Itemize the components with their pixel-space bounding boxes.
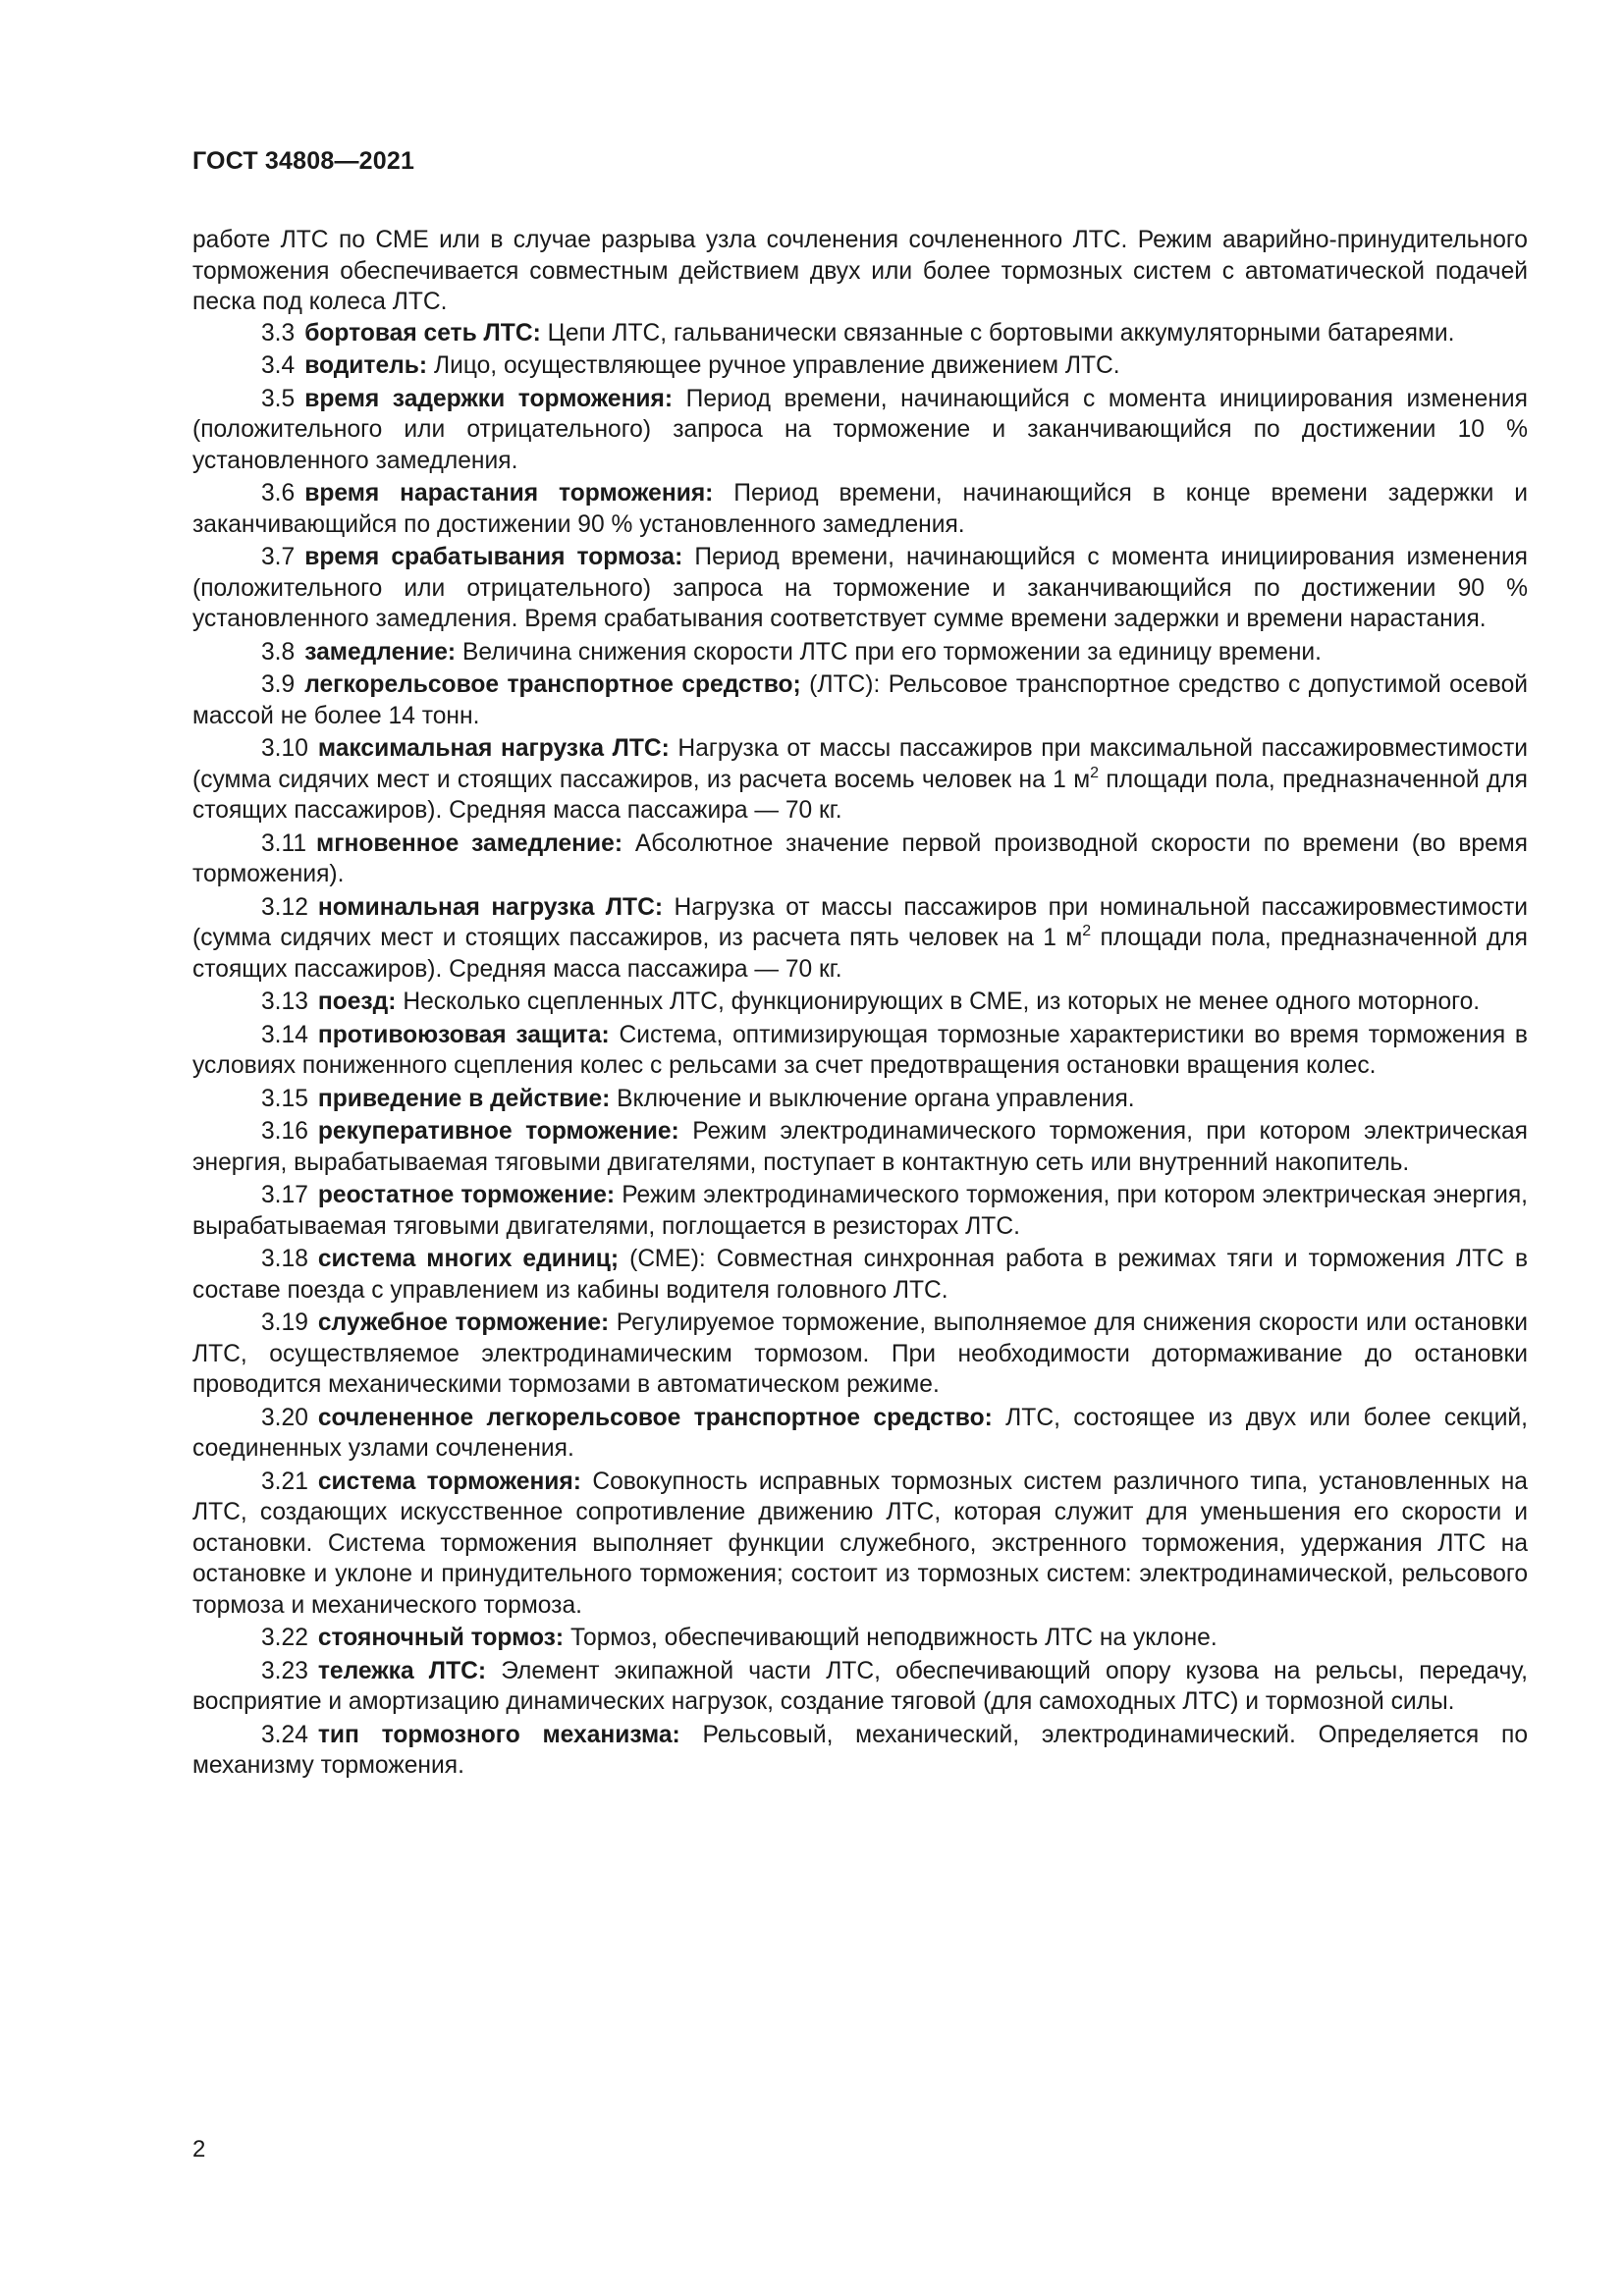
definition-number: 3.15 (261, 1085, 308, 1112)
definition-term: рекуперативное торможение: (317, 1118, 679, 1145)
definition-text: Система, оптимизирующая тормозные характеристики во время торможения в условиях пониженного сцепления колес с рельсами за счет предотвращения остановки вращения колес. (192, 1021, 1528, 1079)
definition-item (192, 1084, 1528, 1115)
definition-number: 3.12 (261, 893, 308, 921)
superscript: 2 (1090, 764, 1100, 781)
definition-item (192, 1467, 1528, 1622)
definition-number: 3.22 (261, 1625, 308, 1651)
document-page (192, 147, 1528, 1782)
definition-text: Период времени, начинающийся с момента инициирования изменения (положительного или отрицательного) запроса на торможение и заканчивающийся по достижении 90 % установленного замедления. Время срабатывания соответствует сумме времени задержки и времени нарастания. (192, 544, 1529, 632)
definition-text: Рельсовый, механический, электродинамический. Определяется по механизму торможения. (192, 1721, 1528, 1779)
definition-item (192, 892, 1528, 986)
definition-term: реостатное торможение: (317, 1182, 616, 1208)
definition-item (192, 637, 1528, 668)
definition-number: 3.13 (261, 988, 308, 1015)
definition-text: Регулируемое торможение, выполняемое для снижения скорости или остановки ЛТС, осуществляемое электродинамическим тормозом. При необходимости дотормаживание до остановки проводится механическими тормозами в автоматическом режиме. (192, 1309, 1528, 1398)
definition-item (192, 1180, 1528, 1242)
definition-term: служебное торможение: (317, 1309, 610, 1336)
definition-number: 3.14 (261, 1021, 308, 1048)
definition-text: Период времени, начинающийся с момента инициирования изменения (положительного или отрицательного) запроса на торможение и заканчивающийся по достижении 10 % установленного замедления. (192, 385, 1528, 474)
definition-term: тип тормозного механизма: (317, 1721, 680, 1748)
definition-text: (СМЕ): Совместная синхронная работа в режимах тяги и торможения ЛТС в составе поезда с управлением из кабины водителя головного ЛТС. (192, 1246, 1529, 1304)
definition-item (192, 1623, 1528, 1654)
definition-item (192, 733, 1528, 827)
definition-text: Режим электродинамического торможения, при котором электрическая энергия, вырабатываемая тяговыми двигателями, поглощается в резисторах ЛТС. (192, 1182, 1528, 1240)
definition-number: 3.23 (261, 1657, 308, 1684)
definition-text: Абсолютное значение первой производной скорости по времени (во время торможения). (192, 829, 1528, 887)
definition-text: Включение и выключение органа управления. (617, 1085, 1135, 1112)
definition-term: замедление: (304, 638, 457, 666)
definition-term: система многих единиц; (317, 1246, 620, 1272)
definition-term: противоюзовая защита: (317, 1021, 610, 1048)
definition-term: время срабатывания тормоза: (304, 544, 683, 570)
definitions-list (192, 318, 1528, 1782)
page-number: 2 (192, 2136, 206, 2163)
definition-text: Совокупность исправных тормозных систем различного типа, установленных на ЛТС, создающих искусственное сопротивление движению ЛТС, которая служит для уменьшения его скорости и остановки. Система торможения выполняет функции служебного, экстренного торможения, удержания ЛТС на остановке и уклоне и принудительного торможения; состоит из тормозных систем: электродинамической, рельсового тормоза и механического тормоза. (192, 1468, 1528, 1619)
definition-item (192, 1403, 1528, 1465)
definition-number: 3.6 (261, 480, 296, 507)
definition-term: максимальная нагрузка ЛТС: (317, 735, 670, 762)
definition-term: номинальная нагрузка ЛТС: (317, 893, 664, 921)
definition-text: Цепи ЛТС, гальванически связанные с бортовыми аккумуляторными батареями. (547, 319, 1455, 347)
definition-term: легкорельсовое транспортное средство; (304, 671, 801, 698)
definition-number: 3.7 (261, 544, 296, 570)
document-body (192, 225, 1528, 1782)
definition-term: бортовая сеть ЛТС: (304, 319, 541, 347)
definition-number: 3.24 (261, 1721, 308, 1748)
definition-text: Лицо, осуществляющее ручное управление движением ЛТС. (433, 352, 1120, 379)
definition-term: приведение в действие: (317, 1085, 611, 1112)
definition-item (192, 1656, 1528, 1718)
definition-number: 3.5 (261, 385, 296, 412)
definition-text: ЛТС, состоящее из двух или более секций, соединенных узлами сочленения. (192, 1404, 1529, 1462)
definition-item (192, 350, 1528, 382)
definition-number: 3.10 (261, 735, 308, 762)
definition-text: Тормоз, обеспечивающий неподвижность ЛТС на уклоне. (569, 1625, 1218, 1651)
standard-designation: ГОСТ 34808—2021 (192, 147, 415, 175)
definition-text-continued: площади пола, предназначенной для стоящих пассажиров). Средняя масса пассажира — 70 кг. (192, 925, 1528, 983)
definition-item (192, 1720, 1528, 1782)
definition-term: время нарастания торможения: (304, 480, 714, 507)
definition-item (192, 987, 1528, 1018)
definition-item (192, 318, 1528, 349)
definition-item (192, 542, 1528, 635)
definition-term: стояночный тормоз: (317, 1625, 565, 1651)
definition-item (192, 1308, 1528, 1401)
definition-item (192, 478, 1528, 540)
definition-text: Режим электродинамического торможения, при котором электрическая энергия, вырабатываемая тяговыми двигателями, поступает в контактную сеть или внутренний накопитель. (192, 1118, 1528, 1176)
definition-text: Несколько сцепленных ЛТС, функционирующих в СМЕ, из которых не менее одного моторного. (403, 988, 1481, 1015)
definition-text: Период времени, начинающийся в конце времени задержки и заканчивающийся по достижении 90 % установленного замедления. (192, 480, 1528, 538)
definition-number: 3.17 (261, 1182, 308, 1208)
definition-text: Нагрузка от массы пассажиров при максимальной пассажировместимости (сумма сидячих мест и стоящих пассажиров, из расчета восемь человек на 1 м (192, 735, 1528, 793)
definition-number: 3.21 (261, 1468, 308, 1495)
definition-term: система торможения: (317, 1468, 581, 1495)
definition-term: время задержки торможения: (304, 385, 674, 412)
definition-item (192, 669, 1528, 731)
definition-item (192, 828, 1528, 890)
definition-text: Нагрузка от массы пассажиров при номинальной пассажировместимости (сумма сидячих мест и стоящих пассажиров, из расчета пять человек на 1 м (192, 893, 1528, 951)
definition-term: тележка ЛТС: (317, 1657, 487, 1684)
definition-item (192, 1116, 1528, 1178)
definition-text: Величина снижения скорости ЛТС при его торможении за единицу времени. (461, 638, 1322, 666)
definition-number: 3.20 (261, 1404, 308, 1431)
intro-paragraph: работе ЛТС по СМЕ или в случае разрыва узла сочленения сочлененного ЛТС. Режим аварийно-принудительного торможения обеспечивается совместным действием двух или более тормозных систем с автоматической подачей песка под колеса ЛТС. (192, 227, 1528, 315)
definition-number: 3.4 (261, 352, 296, 379)
definition-number: 3.19 (261, 1309, 308, 1336)
definition-item (192, 1020, 1528, 1082)
definition-number: 3.9 (261, 671, 296, 698)
superscript: 2 (1082, 923, 1092, 939)
definition-item (192, 384, 1528, 477)
definition-number: 3.18 (261, 1246, 308, 1272)
definition-number: 3.3 (261, 319, 296, 347)
definition-item (192, 1244, 1528, 1306)
definition-term: поезд: (317, 988, 397, 1015)
definition-term: сочлененное легкорельсовое транспортное средство: (317, 1404, 993, 1431)
definition-number: 3.16 (261, 1118, 308, 1145)
definition-number: 3.8 (261, 638, 296, 666)
definition-number: 3.11 (261, 829, 307, 857)
definition-text-continued: площади пола, предназначенной для стоящих пассажиров). Средняя масса пассажира — 70 кг. (192, 766, 1528, 824)
definition-text: Элемент экипажной части ЛТС, обеспечивающий опору кузова на рельсы, передачу, восприятие и амортизацию динамических нагрузок, создание тяговой (для самоходных ЛТС) и тормозной силы. (192, 1657, 1528, 1715)
definition-text: (ЛТС): Рельсовое транспортное средство с допустимой осевой массой не более 14 тонн. (192, 671, 1528, 729)
definition-term: водитель: (304, 352, 428, 379)
definition-term: мгновенное замедление: (316, 829, 623, 857)
